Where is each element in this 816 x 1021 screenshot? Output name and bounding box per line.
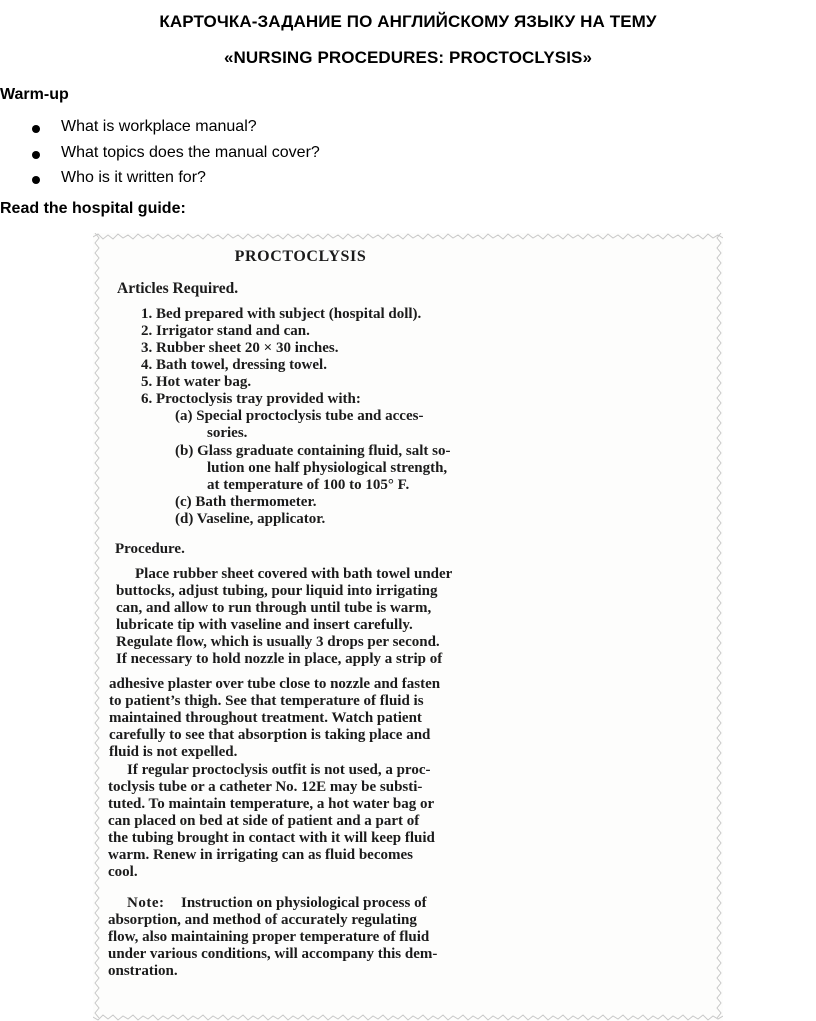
- card-title-line-2: «NURSING PROCEDURES: PROCTOCLYSIS»: [223, 48, 593, 67]
- procedure-line: adhesive plaster over tube close to nozzle and fasten: [109, 676, 441, 692]
- article-item: 6. Proctoclysis tray provided with:: [141, 391, 361, 407]
- procedure-line: Regulate flow, which is usually 3 drops per second.: [116, 634, 440, 650]
- note-line: onstration.: [108, 963, 178, 979]
- tray-item: at temperature of 100 to 105° F.: [207, 477, 410, 493]
- note-label: Note:: [127, 895, 165, 911]
- procedure-line: If regular proctoclysis outfit is not used, a proc-: [127, 762, 431, 778]
- torn-edge-bottom: [93, 1013, 723, 1021]
- bullet-icon: [32, 176, 40, 184]
- procedure-line: If necessary to hold nozzle in place, apply a strip of: [116, 651, 443, 667]
- article-item: 4. Bath towel, dressing towel.: [141, 357, 327, 373]
- tray-item: (a) Special proctoclysis tube and acces-: [175, 408, 424, 424]
- bullet-icon: [32, 151, 40, 159]
- warmup-question: [30, 169, 320, 195]
- procedure-line: Place rubber sheet covered with bath towel under: [135, 566, 453, 582]
- note-line: absorption, and method of accurately regulating: [108, 912, 417, 928]
- hospital-guide-scan: [93, 233, 723, 1021]
- procedure-line: toclysis tube or a catheter No. 12E may be substi-: [108, 779, 423, 795]
- note-line: under various conditions, will accompany this dem-: [108, 946, 438, 962]
- warmup-question: [30, 118, 320, 144]
- torn-edge-top: [93, 233, 723, 241]
- question-text: What is workplace manual?: [61, 118, 257, 135]
- procedure-line: warm. Renew in irrigating can as fluid becomes: [108, 847, 413, 863]
- card-title-line-1: КАРТОЧКА-ЗАДАНИЕ ПО АНГЛИЙСКОМУ ЯЗЫКУ НА ТЕМУ: [159, 12, 657, 31]
- warmup-heading: Warm-up: [0, 86, 69, 103]
- article-item: 5. Hot water bag.: [141, 374, 252, 390]
- question-text: Who is it written for?: [61, 169, 206, 186]
- articles-heading: Articles Required.: [117, 280, 239, 297]
- warmup-question: [30, 144, 320, 170]
- procedure-line: can, and allow to run through until tube is warm,: [116, 600, 432, 616]
- procedure-line: the tubing brought in contact with it will keep fluid: [108, 830, 435, 846]
- procedure-line: tuted. To maintain temperature, a hot water bag or: [108, 796, 435, 812]
- note-line: Instruction on physiological process of: [181, 895, 427, 911]
- procedure-line: can placed on bed at side of patient and a part of: [108, 813, 420, 829]
- procedure-line: buttocks, adjust tubing, pour liquid into irrigating: [116, 583, 438, 599]
- warmup-question-list: [30, 118, 320, 195]
- torn-edge-left: [93, 233, 101, 1021]
- bullet-icon: [32, 125, 40, 133]
- tray-item: (c) Bath thermometer.: [175, 494, 317, 510]
- tray-item: sories.: [207, 425, 248, 441]
- procedure-line: lubricate tip with vaseline and insert carefully.: [116, 617, 413, 633]
- procedure-heading: Procedure.: [115, 541, 185, 557]
- article-item: 2. Irrigator stand and can.: [141, 323, 310, 339]
- article-item: 1. Bed prepared with subject (hospital doll).: [141, 306, 422, 322]
- procedure-line: maintained throughout treatment. Watch patient: [109, 710, 422, 726]
- question-text: What topics does the manual cover?: [61, 143, 320, 161]
- procedure-line: cool.: [108, 864, 138, 880]
- tray-item: lution one half physiological strength,: [207, 460, 448, 476]
- torn-edge-right: [715, 233, 723, 1021]
- procedure-line: fluid is not expelled.: [109, 744, 238, 760]
- procedure-line: carefully to see that absorption is taking place and: [109, 727, 431, 743]
- article-item: 3. Rubber sheet 20 × 30 inches.: [141, 340, 339, 356]
- tray-item: (d) Vaseline, applicator.: [175, 511, 326, 527]
- tray-item: (b) Glass graduate containing fluid, salt so-: [175, 443, 451, 459]
- procedure-line: to patient’s thigh. See that temperature of fluid is: [109, 693, 424, 709]
- guide-title: PROCTOCLYSIS: [234, 248, 367, 265]
- note-line: flow, also maintaining proper temperature of fluid: [108, 929, 430, 945]
- read-guide-heading: Read the hospital guide:: [0, 200, 186, 217]
